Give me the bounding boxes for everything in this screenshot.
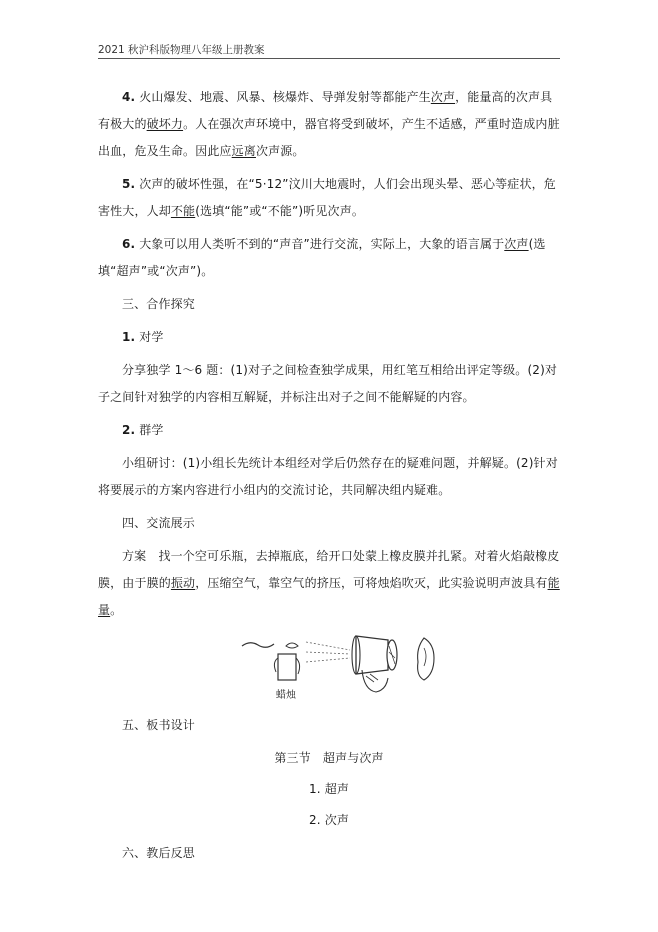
pair-body: 分享独学 1～6 题：(1)对子之间检查独学成果，用红笔互相给出评定等级。(2)对子之间针对独学的内容相互解疑，并标注出对子之间不能解疑的内容。 <box>98 363 558 404</box>
question-text: 次声源。 <box>255 144 305 158</box>
question-number: 4. <box>122 90 136 104</box>
answer-blank: 能量 <box>98 576 560 617</box>
subheading-title: 对学 <box>139 330 164 344</box>
question-text: 火山爆发、地震、风暴、核爆炸、导弹发射等都能产生 <box>139 90 431 104</box>
plan-text: 。 <box>110 603 123 617</box>
header-divider <box>98 58 560 59</box>
subheading-group <box>98 417 560 444</box>
plan-text: ，压缩空气，靠空气的挤压，可将烛焰吹灭，此实验说明声波具有 <box>195 576 548 590</box>
question-6 <box>98 231 560 285</box>
answer-blank: 破坏力 <box>146 117 184 131</box>
question-5 <box>98 171 560 225</box>
answer-blank: 次声 <box>504 237 529 251</box>
question-number: 6. <box>122 237 136 251</box>
section-heading-5: 五、板书设计 <box>122 718 195 732</box>
section-heading-4: 四、交流展示 <box>122 516 195 530</box>
experiment-figure <box>98 632 560 704</box>
group-body: 小组研讨：(1)小组长先统计本组经对学后仍然存在的疑难问题，并解疑。(2)针对将要展示的方案内容进行小组内的交流讨论，共同解决组内疑难。 <box>98 456 558 497</box>
answer-blank: 远离 <box>231 144 256 158</box>
question-text: 次声的破坏性强，在“5·12”汶川大地震时，人们会出现头晕、恶心等症状，危害性大，人却 <box>98 177 556 218</box>
plan-text: 方案 找一个空可乐瓶，去掉瓶底，给开口处蒙上橡皮膜并扎紧。对着火焰敲橡皮膜，由于膜的 <box>98 549 560 590</box>
plan-paragraph <box>98 543 560 624</box>
section-heading-6: 六、教后反思 <box>122 846 195 860</box>
answer-blank: 振动 <box>170 576 196 590</box>
question-text: 大象可以用人类听不到的“声音”进行交流，实际上，大象的语言属于 <box>139 237 505 251</box>
flame-icon <box>286 643 298 648</box>
candle-icon <box>278 654 296 680</box>
answer-blank: 次声 <box>430 90 456 104</box>
question-text: 。人在强次声环境中，器官将受到破坏，产生不适感，严重时造成内脏出血，危及生命。因此应 <box>98 117 560 158</box>
airflow-lines <box>306 642 350 662</box>
bottle-icon <box>356 636 388 674</box>
question-text: (选填“能”或“不能”)听见次声。 <box>195 204 365 218</box>
question-4 <box>98 84 560 165</box>
figure-caption: 蜡烛 <box>275 690 297 701</box>
document-body <box>98 84 560 867</box>
question-text: ，能量高的次声具有极大的 <box>98 90 553 131</box>
section-heading-3: 三、合作探究 <box>122 297 195 311</box>
answer-blank: 不能 <box>170 204 196 218</box>
question-number: 5. <box>122 177 136 191</box>
board-item-2: 2. 次声 <box>308 813 349 827</box>
board-title: 第三节 超声与次声 <box>274 751 384 765</box>
question-text: (选填“超声”或“次声”)。 <box>98 237 546 278</box>
board-item-1: 1. 超声 <box>308 782 349 796</box>
candle-bottle-illustration <box>238 632 478 704</box>
subheading-number: 1. <box>122 330 136 344</box>
subheading-number: 2. <box>122 423 136 437</box>
page-header: 2021 秋沪科版物理八年级上册教案 <box>98 44 265 56</box>
subheading-pair <box>98 324 560 351</box>
smoke-icon <box>242 643 274 648</box>
subheading-title: 群学 <box>139 423 164 437</box>
